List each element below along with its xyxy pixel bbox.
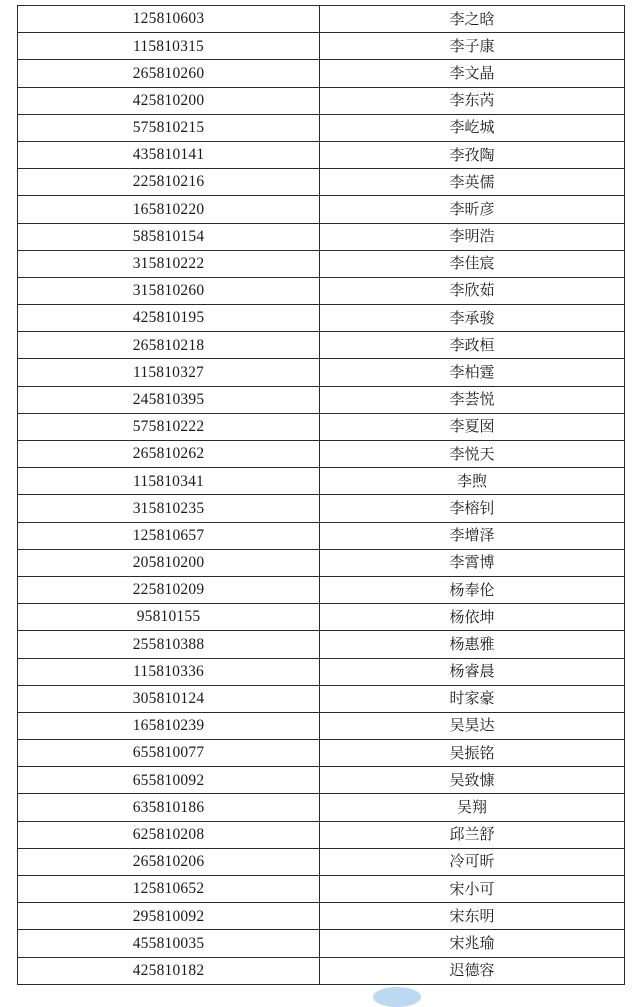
candidate-id-cell: 295810092 — [18, 903, 320, 930]
candidate-id-cell: 165810220 — [18, 196, 320, 223]
candidate-id-cell: 265810218 — [18, 332, 320, 359]
candidate-name-cell: 李欣茹 — [320, 277, 625, 304]
candidate-name-cell: 李佳宸 — [320, 250, 625, 277]
candidate-name-cell: 李煦 — [320, 468, 625, 495]
candidate-name-cell: 迟德容 — [320, 957, 625, 984]
table-row — [18, 87, 625, 114]
candidate-id-cell: 225810216 — [18, 169, 320, 196]
candidate-name-cell: 杨奉伦 — [320, 576, 625, 603]
table-row — [18, 712, 625, 739]
candidate-id-cell: 315810260 — [18, 277, 320, 304]
candidate-id-cell: 125810652 — [18, 876, 320, 903]
candidate-name-cell: 李夏囡 — [320, 413, 625, 440]
table-row — [18, 223, 625, 250]
table-row — [18, 794, 625, 821]
candidate-name-cell: 李承骏 — [320, 305, 625, 332]
candidate-id-cell: 265810262 — [18, 441, 320, 468]
table-row — [18, 60, 625, 87]
candidate-name-cell: 李悦天 — [320, 441, 625, 468]
table-row — [18, 685, 625, 712]
table-row — [18, 522, 625, 549]
candidate-id-cell: 125810603 — [18, 6, 320, 33]
table-row — [18, 903, 625, 930]
candidate-id-cell: 655810092 — [18, 767, 320, 794]
candidate-name-cell: 吴致慷 — [320, 767, 625, 794]
candidate-id-cell: 435810141 — [18, 141, 320, 168]
candidate-name-cell: 李政桓 — [320, 332, 625, 359]
candidate-id-cell: 265810206 — [18, 848, 320, 875]
table-row — [18, 332, 625, 359]
table-row — [18, 468, 625, 495]
table-row — [18, 576, 625, 603]
candidate-name-cell: 吴昊达 — [320, 712, 625, 739]
candidate-name-cell: 李东芮 — [320, 87, 625, 114]
candidate-name-cell: 李榕钊 — [320, 495, 625, 522]
candidate-id-cell: 655810077 — [18, 740, 320, 767]
candidate-name-cell: 李增泽 — [320, 522, 625, 549]
table-row — [18, 549, 625, 576]
candidate-id-cell: 425810200 — [18, 87, 320, 114]
candidate-id-cell: 585810154 — [18, 223, 320, 250]
table-row — [18, 169, 625, 196]
candidate-id-cell: 315810235 — [18, 495, 320, 522]
candidate-name-cell: 李之晗 — [320, 6, 625, 33]
candidate-name-cell: 李文晶 — [320, 60, 625, 87]
candidate-id-cell: 255810388 — [18, 631, 320, 658]
table-row — [18, 848, 625, 875]
candidate-name-cell: 杨睿晨 — [320, 658, 625, 685]
table-row — [18, 495, 625, 522]
table-row — [18, 196, 625, 223]
candidate-id-cell: 125810657 — [18, 522, 320, 549]
candidate-name-cell: 杨依坤 — [320, 604, 625, 631]
table-row — [18, 359, 625, 386]
candidate-name-cell: 李荟悦 — [320, 386, 625, 413]
candidate-id-cell: 635810186 — [18, 794, 320, 821]
candidate-name-cell: 吴翔 — [320, 794, 625, 821]
candidate-id-cell: 315810222 — [18, 250, 320, 277]
candidate-id-cell: 245810395 — [18, 386, 320, 413]
table-row — [18, 441, 625, 468]
candidate-name-cell: 李子康 — [320, 33, 625, 60]
candidate-id-cell: 575810222 — [18, 413, 320, 440]
candidate-id-cell: 455810035 — [18, 930, 320, 957]
candidate-id-cell: 425810182 — [18, 957, 320, 984]
table-row — [18, 821, 625, 848]
table-row — [18, 114, 625, 141]
candidate-id-cell: 95810155 — [18, 604, 320, 631]
candidate-name-cell: 李昕彦 — [320, 196, 625, 223]
table-row — [18, 250, 625, 277]
candidate-name-cell: 宋小可 — [320, 876, 625, 903]
candidate-name-cell: 李柏霆 — [320, 359, 625, 386]
candidate-id-cell: 225810209 — [18, 576, 320, 603]
table-row — [18, 33, 625, 60]
table-row — [18, 957, 625, 984]
candidate-id-cell: 265810260 — [18, 60, 320, 87]
candidate-id-cell: 115810327 — [18, 359, 320, 386]
table-row — [18, 876, 625, 903]
table-row — [18, 6, 625, 33]
table-row — [18, 305, 625, 332]
table-row — [18, 604, 625, 631]
table-row — [18, 740, 625, 767]
candidate-name-cell: 李孜陶 — [320, 141, 625, 168]
table-row — [18, 413, 625, 440]
table-row — [18, 277, 625, 304]
table-row — [18, 141, 625, 168]
candidate-name-cell: 邱兰舒 — [320, 821, 625, 848]
candidate-name-cell: 冷可昕 — [320, 848, 625, 875]
candidate-id-cell: 115810315 — [18, 33, 320, 60]
candidate-name-cell: 吴振铭 — [320, 740, 625, 767]
table-row — [18, 631, 625, 658]
candidate-id-cell: 425810195 — [18, 305, 320, 332]
candidate-id-cell: 305810124 — [18, 685, 320, 712]
candidate-id-cell: 165810239 — [18, 712, 320, 739]
roster-table-body — [18, 6, 625, 985]
candidate-name-cell: 李英儒 — [320, 169, 625, 196]
candidate-id-cell: 115810336 — [18, 658, 320, 685]
candidate-name-cell: 时家豪 — [320, 685, 625, 712]
candidate-name-cell: 宋兆瑜 — [320, 930, 625, 957]
candidate-id-cell: 575810215 — [18, 114, 320, 141]
candidate-name-cell: 宋东明 — [320, 903, 625, 930]
candidate-name-cell: 杨惠雅 — [320, 631, 625, 658]
watermark-logo — [373, 987, 421, 1007]
roster-table — [17, 5, 625, 985]
table-row — [18, 386, 625, 413]
candidate-id-cell: 115810341 — [18, 468, 320, 495]
candidate-name-cell: 李霄博 — [320, 549, 625, 576]
table-row — [18, 930, 625, 957]
table-row — [18, 658, 625, 685]
table-row — [18, 767, 625, 794]
candidate-id-cell: 625810208 — [18, 821, 320, 848]
candidate-name-cell: 李明浩 — [320, 223, 625, 250]
candidate-name-cell: 李屹城 — [320, 114, 625, 141]
candidate-id-cell: 205810200 — [18, 549, 320, 576]
